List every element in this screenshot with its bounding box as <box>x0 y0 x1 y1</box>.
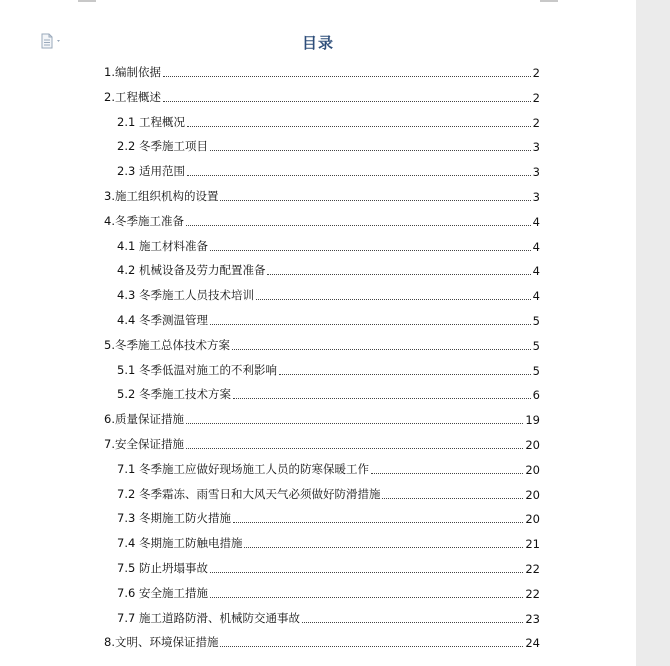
toc-entry-label: 7.7 施工道路防滑、机械防交通事故 <box>117 610 300 625</box>
toc-dot-leader <box>163 101 531 102</box>
scrollbar[interactable] <box>636 0 670 666</box>
toc-dot-leader <box>371 473 523 474</box>
toc-entry-label: 2.2 冬季施工项目 <box>117 139 208 154</box>
toc-dot-leader <box>302 622 523 623</box>
toc-entry[interactable] <box>104 632 540 650</box>
toc-entry[interactable] <box>117 136 540 154</box>
toc-dot-leader <box>210 572 523 573</box>
toc-entry-label: 2.1 工程概况 <box>117 114 185 129</box>
toc-dot-leader <box>187 126 531 127</box>
toc-page-number: 4 <box>532 289 540 304</box>
toc-page-number: 23 <box>525 611 540 626</box>
toc-entry-label: 4.2 机械设备及劳力配置准备 <box>117 263 266 278</box>
toc-entry-label: 4.1 施工材料准备 <box>117 238 208 253</box>
toc-entry-label: 7.3 冬期施工防火措施 <box>117 511 231 526</box>
toc-title: 目录 <box>301 34 334 52</box>
toc-page-number: 6 <box>532 388 540 403</box>
toc-page-number: 5 <box>532 338 540 353</box>
toc-page-number: 20 <box>525 487 540 502</box>
toc-dot-leader <box>186 225 531 226</box>
toc-entry-label: 7.5 防止坍塌事故 <box>117 561 208 575</box>
toc-page-number: 2 <box>532 90 540 105</box>
toc-entry-label: 1.编制依据 <box>104 65 161 79</box>
toc-page-number: 20 <box>525 438 540 452</box>
toc-page-number: 5 <box>532 314 540 328</box>
toc-dot-leader <box>210 250 531 251</box>
toc-entry-label: 8.文明、环境保证措施 <box>104 635 219 650</box>
toc-dot-leader <box>163 76 531 77</box>
toc-page-number: 2 <box>532 115 540 130</box>
toc-entry[interactable] <box>104 211 540 229</box>
toc-entry-label: 4.4 冬季测温管理 <box>117 313 208 327</box>
toc-entry-label: 5.2 冬季施工技术方案 <box>117 387 231 402</box>
toc-dot-leader <box>267 274 530 275</box>
toc-entry[interactable] <box>117 384 540 402</box>
toc-entry[interactable] <box>117 558 540 576</box>
page-corner-mark <box>78 0 96 2</box>
toc-dot-leader <box>220 646 523 647</box>
toc-dot-leader <box>232 349 531 350</box>
toc-entry[interactable] <box>104 335 540 353</box>
toc-entry-label: 7.2 冬季霜冻、雨雪日和大风天气必须做好防滑措施 <box>117 486 381 501</box>
toc-dot-leader <box>186 423 523 424</box>
toc-entry-label: 2.工程概述 <box>104 89 161 104</box>
toc-entry-label: 4.冬季施工准备 <box>104 213 184 228</box>
toc-dot-leader <box>279 374 531 375</box>
toc-dot-leader <box>210 150 531 151</box>
toc-entry-label: 6.质量保证措施 <box>104 412 184 427</box>
toc-entry-label: 7.6 安全施工措施 <box>117 585 208 600</box>
toc-entry-label: 2.3 适用范围 <box>117 164 185 179</box>
toc-page-number: 20 <box>525 512 540 527</box>
toc-page-number: 3 <box>532 140 540 155</box>
toc-dot-leader <box>256 299 531 300</box>
toc-dot-leader <box>186 448 523 449</box>
toc-entry[interactable] <box>117 533 540 551</box>
toc-page-number: 3 <box>532 165 540 180</box>
toc-entry[interactable] <box>104 409 540 427</box>
toc-page-number: 21 <box>525 537 540 552</box>
toc-entry-label: 7.1 冬季施工应做好现场施工人员的防寒保暖工作 <box>117 461 369 476</box>
toc-dot-leader <box>187 175 531 176</box>
toc-page-number: 22 <box>525 586 540 601</box>
toc-entry[interactable] <box>117 360 540 378</box>
toc-entry-label: 5.冬季施工总体技术方案 <box>104 337 230 352</box>
toc-entry[interactable] <box>117 285 540 303</box>
toc-dot-leader <box>210 597 523 598</box>
toc-page-number: 4 <box>532 264 540 279</box>
toc-page-number: 24 <box>525 636 540 651</box>
toc-entry-label: 5.1 冬季低温对施工的不利影响 <box>117 362 277 377</box>
toc-dot-leader <box>233 398 531 399</box>
toc-page-number: 2 <box>532 66 540 80</box>
toc-entry[interactable] <box>117 508 540 526</box>
toc-page-number: 20 <box>525 462 540 477</box>
toc-dot-leader <box>244 547 523 548</box>
toc-page-number: 22 <box>525 562 540 576</box>
toc-entry[interactable] <box>104 87 540 105</box>
toc-entry-label: 7.安全保证措施 <box>104 437 184 451</box>
toc-entry[interactable] <box>104 62 540 80</box>
toc-entry-label: 4.3 冬季施工人员技术培训 <box>117 288 254 303</box>
toc-entry[interactable] <box>104 434 540 452</box>
toc-entry[interactable] <box>117 310 540 328</box>
toc-dot-leader <box>210 324 531 325</box>
toc-entry[interactable] <box>104 186 540 204</box>
toc-entry[interactable] <box>117 484 540 502</box>
toc-entry-label: 7.4 冬期施工防触电措施 <box>117 536 243 551</box>
page-corner-mark <box>540 0 558 2</box>
toc-page-number: 4 <box>532 214 540 229</box>
toc-page-number: 19 <box>525 413 540 428</box>
toc-page-number: 5 <box>532 363 540 378</box>
toc-entry[interactable] <box>117 260 540 278</box>
toc-dot-leader <box>233 522 523 523</box>
toc-entry[interactable] <box>117 608 540 626</box>
toc-entry[interactable] <box>117 112 540 130</box>
toc-entry-label: 3.施工组织机构的设置 <box>104 189 219 203</box>
toc-entry[interactable] <box>117 236 540 254</box>
toc-dot-leader <box>220 200 530 201</box>
toc-entry[interactable] <box>117 459 540 477</box>
toc-page-number: 3 <box>532 190 540 204</box>
toc-page-number: 4 <box>532 239 540 254</box>
toc-entry[interactable] <box>117 583 540 601</box>
toc-entry[interactable] <box>117 161 540 179</box>
toc-dot-leader <box>382 498 523 499</box>
